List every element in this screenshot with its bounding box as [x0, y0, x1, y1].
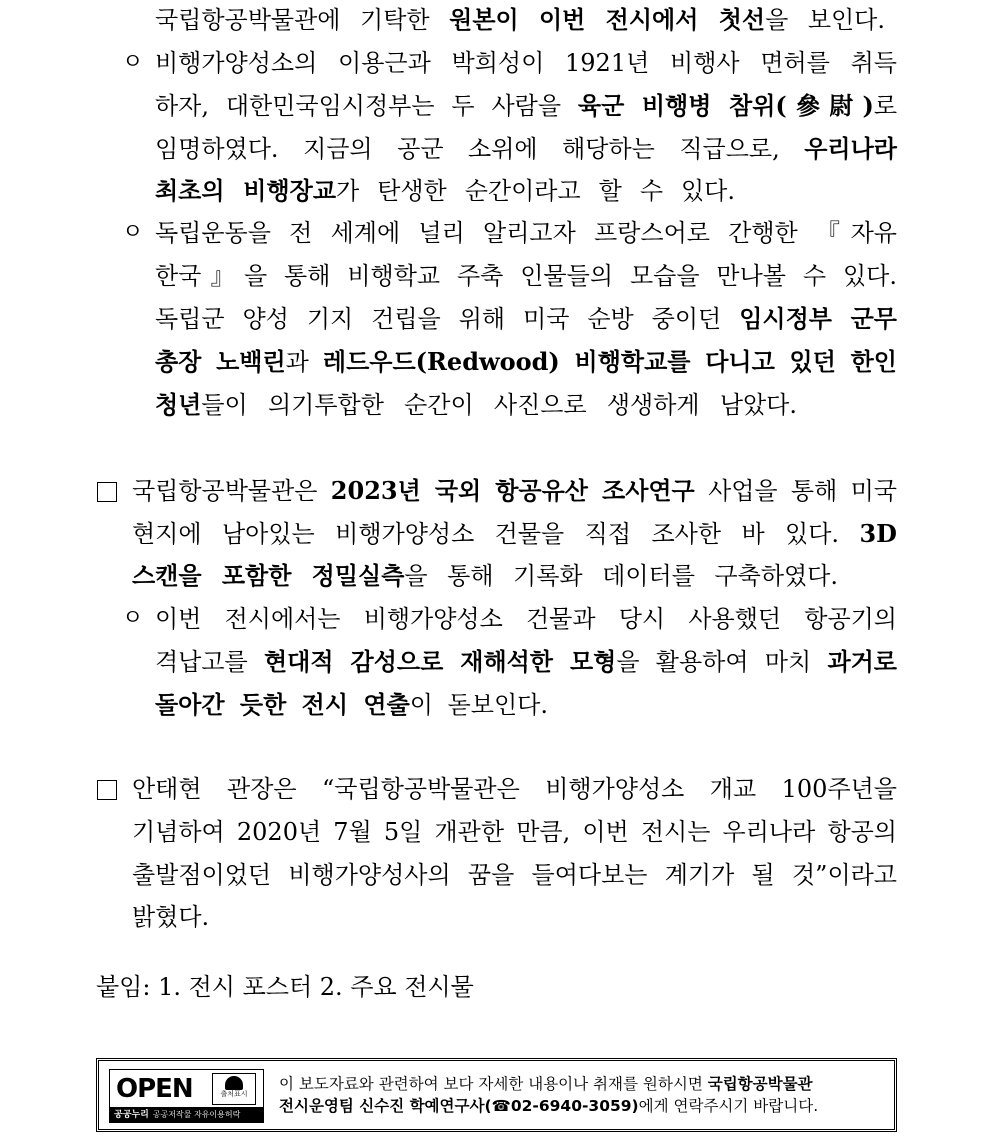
- body-line: [132, 476, 897, 506]
- emphasis-text: 임시정부 군무: [739, 304, 897, 333]
- text-run: 하자, 대한민국임시정부는 두 사람을: [155, 92, 578, 120]
- text-run: 이번 전시에서는 비행가양성소 건물과 당시 사용했던 항공기의: [155, 605, 897, 633]
- emphasis-text: 원본이 이번 전시에서 첫선: [449, 5, 766, 34]
- emphasis-text: 돌아간 듯한 전시 연출: [155, 690, 410, 719]
- body-line: [155, 134, 897, 164]
- body-line: [155, 690, 548, 720]
- emphasis-text: 과거로: [827, 647, 897, 676]
- section-box-1: [97, 482, 117, 502]
- text-run: 격납고를: [155, 648, 264, 676]
- body-line: [155, 304, 897, 334]
- body-line: [132, 561, 838, 591]
- contact-person: 전시운영팀 신수진 학예연구사(☎02-6940-3059): [279, 1097, 639, 1115]
- text-run: 사업을 통해 미국: [694, 477, 897, 505]
- contact-line-1: [279, 1073, 818, 1095]
- attachment-line: 붙임: 1. 전시 포스터 2. 주요 전시물: [96, 973, 474, 1001]
- open-logo-word: OPEN: [116, 1074, 193, 1104]
- emphasis-text: 육군 비행병 참위(參尉): [577, 91, 874, 120]
- text-run: 로: [873, 92, 898, 120]
- body-line: [155, 176, 735, 206]
- contact-text: [279, 1073, 818, 1117]
- body-line: [155, 5, 885, 35]
- body-line: [155, 647, 897, 677]
- text-run: 출발점이었던 비행가양성사의 꿈을 들여다보는 계기가 될 것”이라고: [132, 861, 897, 889]
- body-line: [132, 817, 897, 847]
- attribution-badge: [212, 1073, 256, 1105]
- text-run: 안태현 관장은 “국립항공박물관은 비행가양성소 개교 100주년을: [132, 775, 897, 803]
- text-run: 기념하여 2020년 7월 5일 개관한 만큼, 이번 전시는 우리나라 항공의: [132, 818, 897, 846]
- emphasis-text: 총장 노백린: [155, 347, 286, 376]
- contact-footer: [96, 1058, 897, 1132]
- body-line: [155, 91, 897, 121]
- text-run: 들이 의기투합한 순간이 사진으로 생생하게 남았다.: [201, 391, 797, 419]
- emphasis-text: 2023년 국외 항공유산 조사연구: [330, 476, 695, 505]
- text-run: 이 돋보인다.: [409, 691, 548, 719]
- logo-caption-bar: [110, 1107, 263, 1122]
- bullet-o-2: ㅇ: [122, 220, 144, 245]
- section-box-2: [97, 780, 117, 800]
- text-run: 가 탄생한 순간이라고 할 수 있다.: [336, 177, 735, 205]
- body-line: [132, 519, 897, 549]
- body-line: [155, 604, 897, 634]
- text-run: 을 활용하여 마치: [616, 648, 828, 676]
- text-run: 을 통해 기록화 데이터를 구축하였다.: [404, 562, 838, 590]
- text-run: 비행가양성소의 이용근과 박희성이 1921년 비행사 면허를 취득: [155, 49, 897, 77]
- body-line: [155, 48, 897, 78]
- text-run: 현지에 남아있는 비행가양성소 건물을 직접 조사한 바 있다.: [132, 520, 860, 548]
- emphasis-text: 우리나라: [804, 134, 897, 163]
- body-line: [132, 774, 897, 804]
- body-line: [132, 902, 214, 932]
- body-line: [155, 261, 897, 291]
- emphasis-text: 레드우드(Redwood) 비행학교를 다니고 있던 한인: [322, 347, 897, 376]
- contact-museum-name: 국립항공박물관: [707, 1075, 813, 1093]
- emphasis-text: 스캔을 포함한 정밀실측: [132, 561, 405, 590]
- contact-line-2-text: 에게 연락주시기 바랍니다.: [638, 1097, 819, 1115]
- logo-brand: 공공누리: [114, 1110, 149, 1120]
- kogl-open-logo: [109, 1069, 264, 1123]
- text-run: 과: [285, 348, 323, 376]
- body-line: [155, 347, 897, 377]
- contact-line-1-text: 이 보도자료와 관련하여 보다 자세한 내용이나 취재를 원하시면: [279, 1075, 708, 1093]
- bullet-o-3: ㅇ: [122, 606, 144, 631]
- emphasis-text: 청년: [155, 390, 202, 419]
- attribution-badge-text: 출처표시: [220, 1090, 248, 1098]
- body-line: [132, 860, 897, 890]
- text-run: 임명하였다. 지금의 공군 소위에 해당하는 직급으로,: [155, 135, 805, 163]
- contact-line-2: [279, 1095, 818, 1117]
- body-line: [155, 218, 897, 248]
- emphasis-text: 3D: [859, 519, 897, 548]
- logo-caption: 공공저작물 자유이용허락: [152, 1110, 241, 1119]
- text-run: 을 보인다.: [765, 6, 885, 34]
- text-run: 국립항공박물관에 기탁한: [155, 6, 450, 34]
- bullet-o-1: ㅇ: [122, 50, 144, 75]
- emphasis-text: 현대적 감성으로 재해석한 모형: [264, 647, 617, 676]
- text-run: 독립운동을 전 세계에 널리 알리고자 프랑스어로 간행한 『자유: [155, 219, 897, 247]
- body-line: [155, 390, 797, 420]
- person-icon: [225, 1076, 243, 1090]
- text-run: 한국』을 통해 비행학교 주축 인물들의 모습을 만나볼 수 있다.: [155, 262, 897, 290]
- text-run: 밝혔다.: [132, 903, 210, 931]
- text-run: 국립항공박물관은: [132, 477, 331, 505]
- emphasis-text: 최초의 비행장교: [155, 176, 337, 205]
- text-run: 독립군 양성 기지 건립을 위해 미국 순방 중이던: [155, 305, 740, 333]
